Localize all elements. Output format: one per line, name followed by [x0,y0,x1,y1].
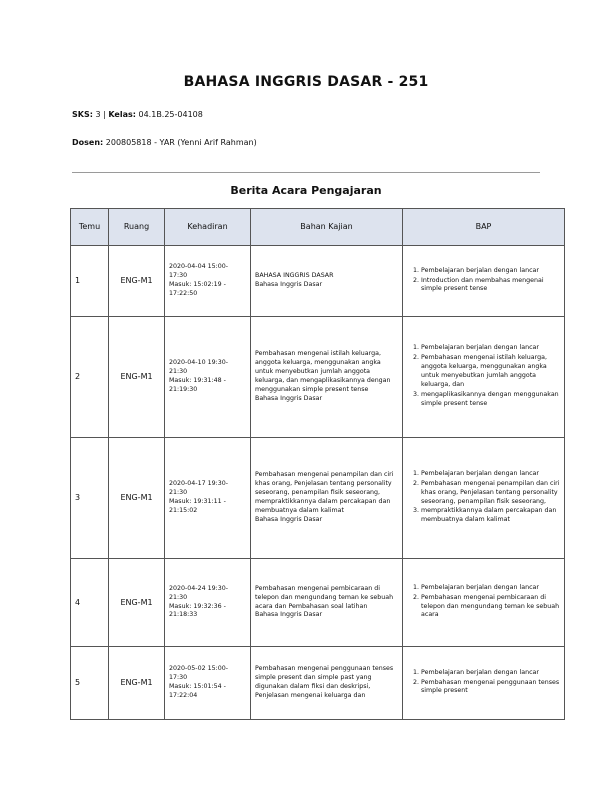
divider [72,172,540,173]
checkin-time: Masuk: 19:32:36 - [169,602,226,610]
lecturer-info [72,138,257,147]
bap-cell [403,438,565,559]
checkout-time: 21:19:30 [169,385,198,393]
schedule-time: 2020-04-04 15:00- [169,263,229,271]
checkout-time: 17:22:50 [169,289,198,297]
document-title: BAHASA INGGRIS DASAR - 251 [183,74,429,90]
bap-list [407,669,560,697]
kehadiran-cell [165,647,251,720]
bap-item: 2. Pembahasan mengenai pembicaraan di telepon dan mengundang teman ke sebuah acara [421,594,560,621]
schedule-time: 2020-04-24 19:30- [169,584,229,592]
bahan-course: Bahasa Inggris Dasar [255,611,323,619]
bap-item: 1. Pembelajaran berjalan dengan lancar [421,669,560,678]
bap-item: 2. Pembahasan mengenai penggunaan tenses simple present [421,679,560,697]
checkin-time: Masuk: 19:31:48 - [169,377,226,384]
bap-list [407,267,560,295]
bahan-kajian-cell [251,317,403,438]
ruang-cell: ENG-M1 [109,317,165,438]
table-row [71,647,565,720]
section-title: Berita Acara Pengajaran [230,184,382,197]
checkout-time: 21:15:02 [169,506,198,514]
temu-cell: 2 [71,317,109,438]
bap-cell [403,246,565,317]
bap-list [407,470,560,526]
bap-list [407,584,560,621]
separator: | [103,110,106,119]
bap-cell [403,559,565,647]
ruang-cell: ENG-M1 [109,647,165,720]
header-temu: Temu [71,209,109,246]
header-bahan-kajian: Bahan Kajian [251,209,403,246]
bap-item: 2. Pembahasan mengenai penampilan dan ciri khas orang, Penjelasan tentang personality seseorang, penampilan fisik seseorang, [421,480,560,507]
checkin-time: Masuk: 15:01:54 - [169,683,226,690]
bahan-text: Pembahasan mengenai istilah keluarga, anggota keluarga, menggunakan angka untuk menyebutkan jumlah anggota keluarga, dan mengaplikasikannya dengan menggunakan simple present tense [255,350,391,393]
bahan-kajian-cell [251,438,403,559]
table-row [71,438,565,559]
ruang-cell: ENG-M1 [109,438,165,559]
kelas-value: 04.1B.25-04108 [138,110,203,119]
schedule-time-end: 17:30 [169,272,188,280]
kehadiran-cell [165,246,251,317]
bap-item: 3. mengaplikasikannya dengan menggunakan simple present tense [421,391,560,409]
bahan-text: BAHASA INGGRIS DASAR [255,272,334,280]
bahan-kajian-cell [251,246,403,317]
bahan-kajian-cell [251,647,403,720]
sks-value: 3 [95,110,101,119]
schedule-time: 2020-05-02 15:00- [169,665,229,673]
dosen-label: Dosen: [72,138,104,147]
bap-cell [403,647,565,720]
ruang-cell: ENG-M1 [109,559,165,647]
temu-cell: 5 [71,647,109,720]
schedule-time-end: 21:30 [169,489,188,497]
table-row [71,559,565,647]
table-row [71,246,565,317]
kehadiran-cell [165,559,251,647]
table-header-row [71,209,565,246]
schedule-time-end: 21:30 [169,368,188,376]
schedule-time: 2020-04-10 19:30- [169,359,229,367]
bahan-text: Pembahasan mengenai penampilan dan ciri khas orang, Penjelasan tentang personality seseorang, penampilan fisik seseorang, mempraktikkannya dalam percakapan dan membuatnya dalam kalimat [255,471,394,514]
bap-item: 1. Pembelajaran berjalan dengan lancar [421,267,560,276]
header-bap: BAP [403,209,565,246]
bap-item: 1. Pembelajaran berjalan dengan lancar [421,584,560,593]
bap-item: 2. Pembahasan mengenai istilah keluarga, anggota keluarga, menggunakan angka untuk menyebutkan jumlah anggota keluarga, dan [421,354,560,390]
bahan-text: Pembahasan mengenai pembicaraan di telepon dan mengundang teman ke sebuah acara dan Pembahasan soal latihan [255,584,394,610]
bahan-course: Bahasa Inggris Dasar [255,515,323,523]
bap-item: 3. mempraktikkannya dalam percakapan dan membuatnya dalam kalimat [421,507,560,525]
sks-label: SKS: [72,110,93,119]
checkout-time: 21:18:33 [169,611,198,619]
bap-cell [403,317,565,438]
checkin-time: Masuk: 19:31:11 - [169,498,226,505]
checkout-time: 17:22:04 [169,691,198,699]
temu-cell: 3 [71,438,109,559]
temu-cell: 4 [71,559,109,647]
dosen-value: 200805818 - YAR (Yenni Arif Rahman) [105,138,257,147]
header-kehadiran: Kehadiran [165,209,251,246]
bahan-text: Pembahasan mengenai penggunaan tenses simple present dan simple past yang digunakan dalam fiksi dan deskripsi, Penjelasan mengenai keluarga dan [255,665,394,699]
table-row [71,317,565,438]
bap-item: 2. Introduction dan membahas mengenai simple present tense [421,277,560,295]
bap-item: 1. Pembelajaran berjalan dengan lancar [421,470,560,479]
ruang-cell: ENG-M1 [109,246,165,317]
header-ruang: Ruang [109,209,165,246]
kehadiran-cell [165,317,251,438]
kehadiran-cell [165,438,251,559]
schedule-time-end: 17:30 [169,674,188,682]
temu-cell: 1 [71,246,109,317]
schedule-time: 2020-04-17 19:30- [169,480,229,488]
bap-list [407,344,560,409]
bahan-course: Bahasa Inggris Dasar [255,394,323,402]
checkin-time: Masuk: 15:02:19 - [169,281,226,288]
teaching-report-table [70,208,565,720]
bahan-kajian-cell [251,559,403,647]
schedule-time-end: 21:30 [169,593,188,601]
bahan-course: Bahasa Inggris Dasar [255,281,323,288]
kelas-label: Kelas: [108,110,136,119]
bap-item: 1. Pembelajaran berjalan dengan lancar [421,344,560,353]
course-info [72,110,203,119]
